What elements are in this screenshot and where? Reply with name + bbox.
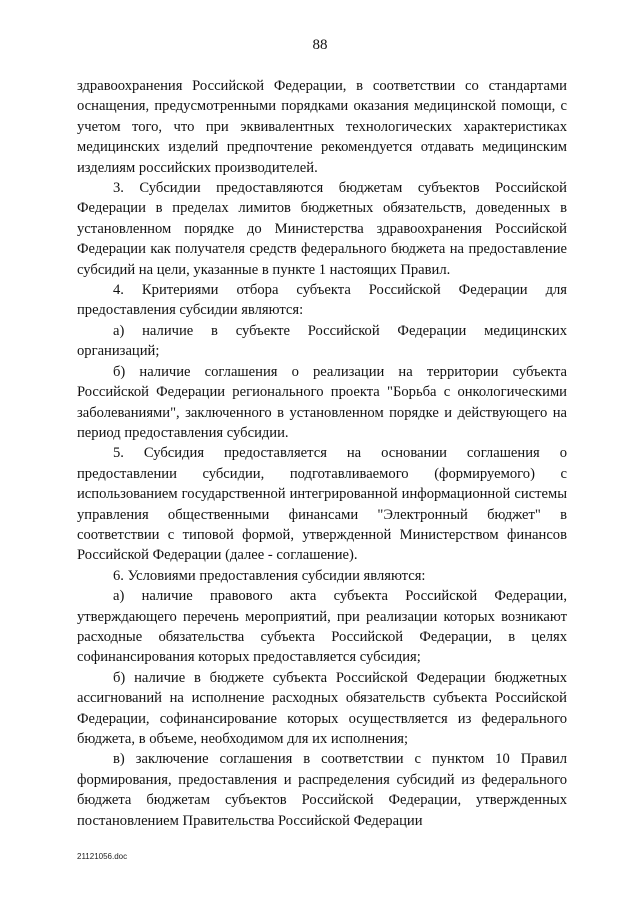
paragraph-6: 6. Условиями предоставления субсидии являются:	[113, 567, 426, 584]
page-number: 88	[312, 37, 328, 53]
paragraph-4a: а) наличие в субъекте Российской Федерации медицинских организаций;	[77, 322, 567, 360]
paragraph-6c: в) заключение соглашения в соответствии с пунктом 10 Правил формирования, предоставления и распределения субсидий из федерального бюджета бюджетам субъектов Российской Федерации, утвержденных постановлением Правительства Российской Федерации	[77, 751, 567, 829]
paragraph-4b: б) наличие соглашения о реализации на территории субъекта Российской Федерации регионального проекта "Борьба с онкологическими заболеваниями", заключенного в установленном порядке и действующего на период предоставления субсидии.	[77, 363, 567, 441]
paragraph-6a: а) наличие правового акта субъекта Российской Федерации, утверждающего перечень мероприятий, при реализации которых возникают расходные обязательства субъекта Российской Федерации, в целях софинансирования которых предоставляется субсидия;	[77, 588, 567, 666]
paragraph-4: 4. Критериями отбора субъекта Российской Федерации для предоставления субсидии являются:	[77, 282, 567, 319]
file-name-footer: 21121056.doc	[77, 852, 128, 861]
paragraph-continuation: здравоохранения Российской Федерации, в соответствии со стандартами оснащения, предусмотренными порядками оказания медицинской помощи, с учетом того, что при эквивалентных технологических характеристиках медицинских изделий предпочтение рекомендуется отдавать медицинским изделиям российских производителей.	[77, 78, 567, 176]
paragraph-3: 3. Субсидии предоставляются бюджетам субъектов Российской Федерации в пределах лимитов бюджетных обязательств, доведенных в установленном порядке до Министерства здравоохранения Российской Федерации как получателя средств федерального бюджета на предоставление субсидий на цели, указанные в пункте 1 настоящих Правил.	[77, 180, 567, 278]
paragraph-5: 5. Субсидия предоставляется на основании соглашения о предоставлении субсидии, подготавливаемого (формируемого) с использованием государственной интегрированной информационной системы управления общественными финансами "Электронный бюджет" в соответствии с типовой формой, утвержденной Министерством финансов Российской Федерации (далее - соглашение).	[77, 445, 567, 564]
document-body	[77, 76, 567, 831]
paragraph-6b: б) наличие в бюджете субъекта Российской Федерации бюджетных ассигнований на исполнение расходных обязательств субъекта Российской Федерации, софинансирование которых осуществляется из федерального бюджета, в объеме, необходимом для их исполнения;	[77, 669, 567, 747]
